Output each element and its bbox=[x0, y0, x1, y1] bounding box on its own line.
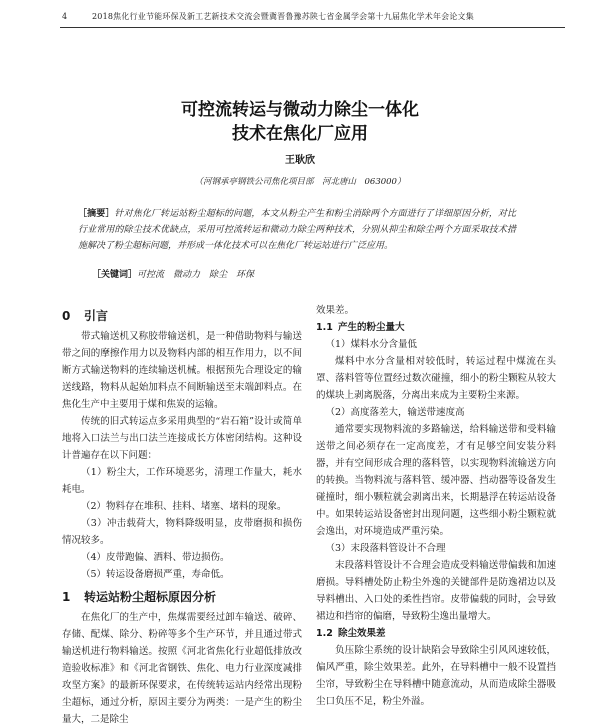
section-1-1-number: 1.1 bbox=[316, 322, 333, 333]
subheading-1: （1）煤料水分含量低 bbox=[325, 339, 418, 350]
keywords-label: ［关键词］ bbox=[92, 270, 138, 280]
affiliation: （河钢承亭钢铁公司焦化项目部 河北唐山 063000） bbox=[194, 177, 406, 187]
problem-item-5: （5）转运设备磨损严重，寿命低。 bbox=[81, 569, 230, 580]
problem-item-1: （1）粉尘大，工作环境恶劣，清理工作量大，耗水耗电。 bbox=[62, 467, 302, 495]
left-column bbox=[62, 302, 302, 728]
abstract-label: ［摘要］ bbox=[78, 209, 115, 219]
intro-paragraph-1: 带式输送机又称胶带输送机，是一种借助物料与输送带之间的摩擦作用力以及物料内部的相互作用力，以不间断方式输送物料的连续输送机械。根据预先合理设定的输送线路，物料从起始加料点不间断输送至末端卸料点。在焦化生产中主要用于煤和焦炭的运输。 bbox=[62, 331, 302, 410]
subheading-3: （3）末段落料管设计不合理 bbox=[325, 543, 446, 554]
header-rule bbox=[60, 27, 565, 28]
paragraph-drop-height: 通常要实现物料流的多路输送，给料输送带和受料输送带之间必须存在一定高度差，才有足够空间安装分料器，并有空间形成合理的落料管，以实现物料流输送方向的转换。当物料流与落料管、缓冲器、挡动器等设备发生碰撞时，细小颗粒就会剥离出来，长期悬浮在转运站设备中。如果转运站设备密封出现问题，这些细小粉尘颗粒就会逸出，对环境造成严重污染。 bbox=[316, 424, 556, 537]
keywords bbox=[92, 267, 254, 280]
problem-item-2: （2）物料存在堆积、挂料、堵塞、堵料的现象。 bbox=[81, 501, 287, 512]
section-1-paragraph: 在焦化厂的生产中，焦煤需要经过卸车输送、破碎、存储、配煤、除分、粉碎等多个生产环节，并且通过带式输送机进行物料输送。按照《河北省焦化行业超低排放改造验收标准》和《河北省钢铁、焦化、电力行业深度减排攻坚方案》的最新环保要求，在传统转运站内经常出现粉尘超标，通过分析，原因主要分为两类：一是产生的粉尘量大，二是除尘 bbox=[62, 612, 302, 725]
problem-item-4: （4）皮带跑偏、洒料、带边损伤。 bbox=[81, 552, 230, 563]
section-1-heading bbox=[62, 587, 302, 607]
running-header bbox=[62, 11, 562, 22]
abstract bbox=[78, 206, 516, 254]
paper-title-line-2: 技术在焦化厂应用 bbox=[232, 124, 368, 144]
running-title: 2018焦化行业节能环保及新工艺新技术交流会暨冀晋鲁豫苏陕七省金属学会第十九届焦化学术年会论文集 bbox=[92, 12, 474, 21]
section-0-title: 引言 bbox=[84, 309, 109, 323]
section-1-title: 转运站粉尘超标原因分析 bbox=[84, 590, 217, 604]
section-1-2-number: 1.2 bbox=[316, 628, 333, 639]
section-1-2-heading bbox=[316, 625, 556, 642]
paragraph-moisture: 煤料中水分含量相对较低时，转运过程中煤流在头罩、落料管等位置经过数次碰撞，细小的粉尘颗粒从较大的煤块上剥离脱落，分离出来成为主要粉尘来源。 bbox=[316, 356, 556, 401]
section-1-2-title: 除尘效果差 bbox=[338, 628, 386, 639]
right-column bbox=[316, 302, 556, 710]
section-1-1-title: 产生的粉尘量大 bbox=[338, 322, 405, 333]
keywords-text: 可控流 微动力 除尘 环保 bbox=[137, 270, 255, 280]
paragraph-chute-design: 末段落料管设计不合理会造成受料输送带偏载和加速磨损。导料槽处防止粉尘外逸的关键部件是防逸裙边以及导料槽出、入口处的柔性挡帘。皮带偏载的同时，会导致裙边和挡帘的偏磨，导致粉尘逸出量增大。 bbox=[316, 560, 556, 622]
problem-item-3: （3）冲击载荷大，物料降级明显，皮带磨损和损伤情况较多。 bbox=[62, 518, 302, 546]
section-0-heading bbox=[62, 306, 302, 326]
section-1-1-heading bbox=[316, 319, 556, 336]
section-0-number: 0 bbox=[62, 309, 71, 323]
continued-paragraph: 效果差。 bbox=[316, 305, 355, 316]
paragraph-dust-removal: 负压除尘系统的设计缺陷会导致除尘引风风速较低，偏风严重，除尘效果差。此外，在导料槽中一般不设置挡尘帘，导致粉尘在导料槽中随意流动，从而造成除尘器吸尘口负压不足，粉尘外溢。 bbox=[316, 645, 556, 707]
author: 王耿欣 bbox=[285, 155, 315, 166]
section-1-number: 1 bbox=[62, 590, 71, 604]
abstract-text: 针对焦化厂转运站粉尘超标的问题，本文从粉尘产生和粉尘消除两个方面进行了详细原因分析，对比行业常用的除尘技术优缺点，采用可控流转运和微动力除尘两种技术，分别从抑尘和除尘两个方面采取技术措施解决了粉尘超标问题，并形成一体化技术可以在焦化厂转运站进行广泛应用。 bbox=[78, 209, 516, 251]
paper-title-line-1: 可控流转运与微动力除尘一体化 bbox=[181, 100, 419, 120]
intro-paragraph-2: 传统的旧式转运点多采用典型的“岩石箱”设计或简单地将入口法兰与出口法兰连接成长方体密闭结构。这种设计普遍存在以下问题： bbox=[62, 416, 302, 461]
page-number: 4 bbox=[62, 12, 68, 21]
subheading-2: （2）高度落差大，输送带速度高 bbox=[325, 407, 465, 418]
